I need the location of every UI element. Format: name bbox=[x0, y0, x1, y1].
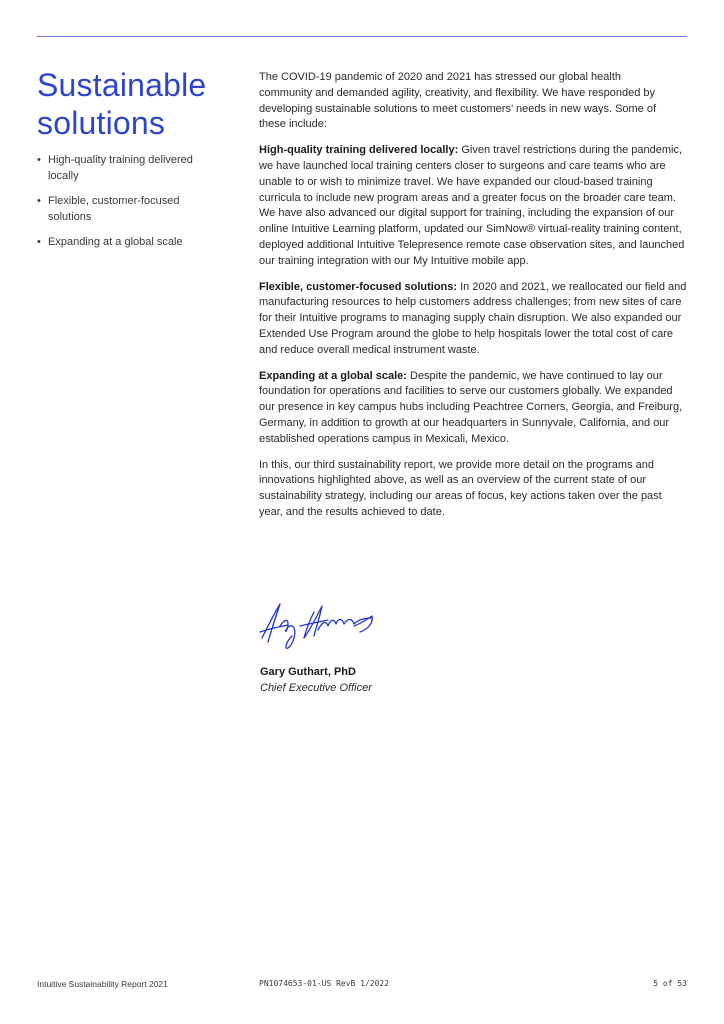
bullet-icon: • bbox=[37, 236, 41, 248]
top-rule bbox=[37, 36, 687, 37]
page-title bbox=[37, 66, 237, 142]
section-body: In 2020 and 2021, we reallocated our field and manufacturing resources to help customers address challenges; from new sites of care for their Intuitive programs to managing supply chain disruption. We also expanded our Extended Use Program around the globe to help hospitals lower the total cost of care and reduce overall medical instrument waste. bbox=[259, 280, 687, 356]
section-body: Despite the pandemic, we have continued to lay our foundation for operations and facilities to serve our customers globally. We expanded our presence in key campus hubs including Peachtree Corners, Georgia, and Freiburg, Germany, in addition to growth at our headquarters in Sunnyvale, California, and our established operations campus in Mexicali, Mexico. bbox=[259, 369, 683, 445]
signer-block bbox=[260, 664, 372, 696]
summary-item bbox=[37, 193, 206, 225]
section-global bbox=[259, 369, 687, 448]
footer-report-name: Intuitive Sustainability Report 2021 bbox=[37, 979, 168, 989]
bullet-icon: • bbox=[37, 154, 41, 166]
signature-image bbox=[254, 596, 394, 652]
footer-doc-number: PN1074653-01-US RevB 1/2022 bbox=[259, 979, 390, 988]
summary-list bbox=[37, 152, 237, 250]
section-training bbox=[259, 143, 687, 269]
signer-name: Gary Guthart, PhD bbox=[260, 666, 356, 678]
page-title-line-1: Sustainable bbox=[37, 67, 207, 103]
footer-page-number: 5 of 53 bbox=[653, 979, 687, 988]
summary-item bbox=[37, 152, 206, 184]
summary-item bbox=[37, 234, 206, 250]
page-title-line-2: solutions bbox=[37, 105, 166, 141]
main-body bbox=[259, 70, 687, 531]
section-body: Given travel restrictions during the pandemic, we have launched local training centers closer to surgeons and care teams who are unable to or wish to minimize travel. We have expanded our cloud-based training curricula to include new program areas and a greater focus on the broader care team. We have also advanced our digital support for training, including the expansion of our online Intuitive Learning platform, updated our SimNow® virtual-reality training content, deployed additional Intuitive Telepresence remote case observation sites, and launched our training integration with our My Intuitive mobile app. bbox=[259, 144, 685, 267]
section-lead: Expanding at a global scale: bbox=[259, 369, 407, 382]
summary-item-text: High-quality training delivered locally bbox=[48, 154, 193, 182]
summary-item-text: Flexible, customer-focused solutions bbox=[48, 195, 180, 223]
closing-paragraph: In this, our third sustainability report, we provide more detail on the programs and innovations highlighted above, as well as an overview of the current state of our sustainability strategy, including our areas of focus, key actions taken over the past year, and the results achieved to date. bbox=[259, 458, 662, 518]
section-lead: Flexible, customer-focused solutions: bbox=[259, 280, 458, 293]
summary-item-text: Expanding at a global scale bbox=[48, 236, 183, 248]
section-lead: High-quality training delivered locally: bbox=[259, 144, 459, 157]
sidebar bbox=[37, 66, 237, 259]
section-flexible bbox=[259, 280, 687, 359]
signer-title: Chief Executive Officer bbox=[260, 682, 372, 694]
bullet-icon: • bbox=[37, 195, 41, 207]
intro-paragraph: The COVID-19 pandemic of 2020 and 2021 has stressed our global health community and demanded agility, creativity, and flexibility. We have responded by developing sustainable solutions to meet customers’ needs in new ways. Some of these include: bbox=[259, 71, 657, 131]
